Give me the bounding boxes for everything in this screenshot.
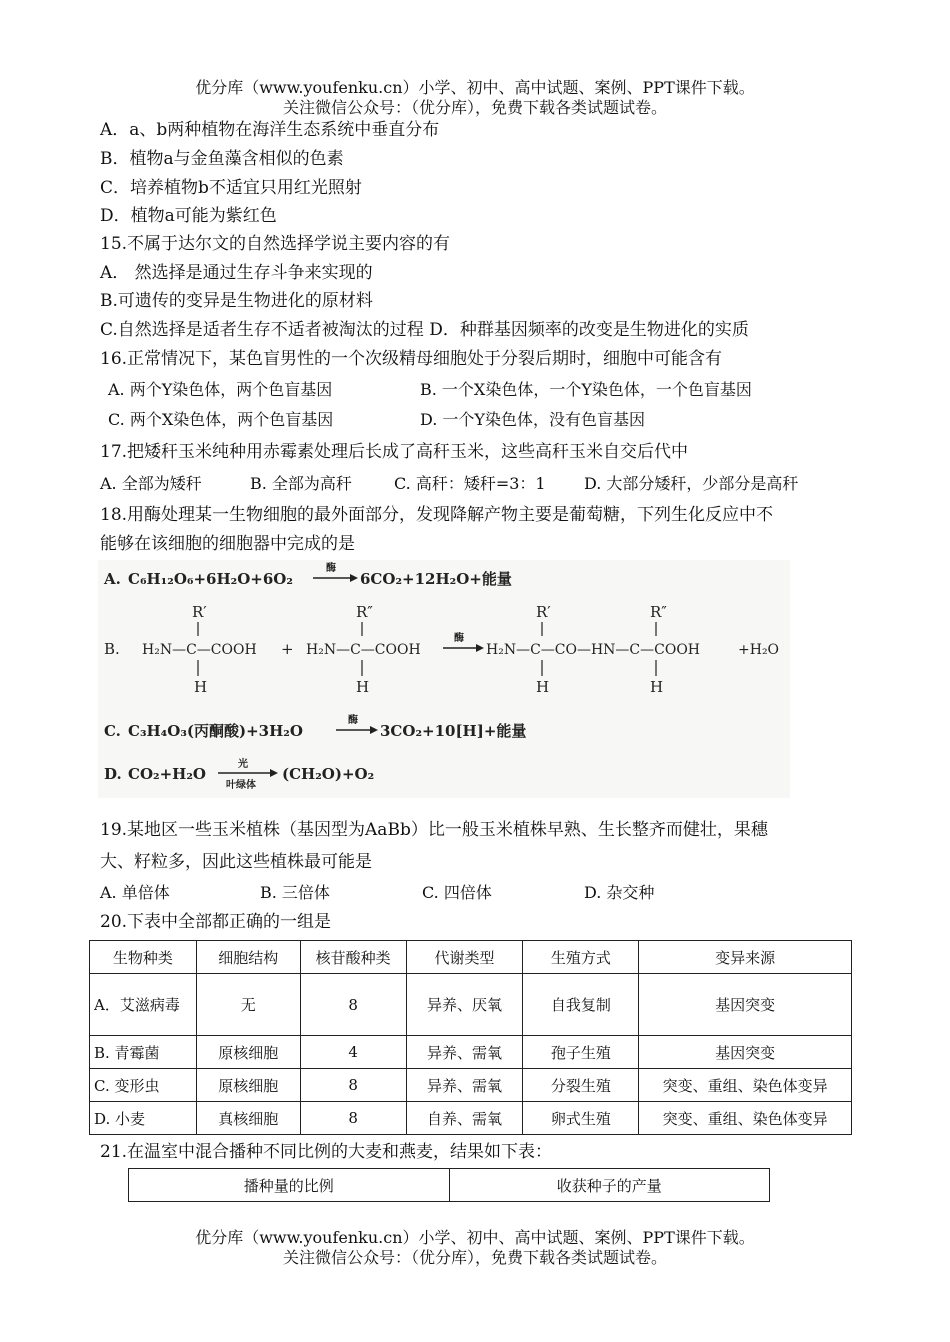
arrowhead-icon <box>476 644 484 652</box>
table-cell: 孢子生殖 <box>523 1036 639 1069</box>
q18-a-products: 6CO₂+12H₂O+能量 <box>360 570 512 588</box>
q18-d-label: D. <box>104 765 122 783</box>
table-cell: 卵式生殖 <box>523 1102 639 1135</box>
q19-stem-line1: 19.某地区一些玉米植株（基因型为AaBb）比一般玉米植株早熟、生长整齐而健壮，果穗 <box>100 820 768 840</box>
q17-option-b: B. 全部为高秆 <box>250 474 352 493</box>
table-cell: 原核细胞 <box>196 1069 300 1102</box>
table-cell: 4 <box>300 1036 406 1069</box>
q18-stem-line2: 能够在该细胞的细胞器中完成的是 <box>100 534 355 554</box>
q18-c-enzyme: 酶 <box>348 715 358 726</box>
q18-a-reactants: C₆H₁₂O₆+6H₂O+6O₂ <box>128 570 293 588</box>
table-cell: 基因突变 <box>639 1036 852 1069</box>
table-cell: C. 变形虫 <box>90 1069 197 1102</box>
q21-table <box>128 1168 770 1202</box>
q18-a-enzyme: 酶 <box>326 563 336 574</box>
q16-stem: 16.正常情况下，某色盲男性的一个次级精母细胞处于分裂后期时，细胞中可能含有 <box>100 349 723 369</box>
table-row <box>90 1102 852 1135</box>
q19-option-c: C. 四倍体 <box>422 883 492 902</box>
q18-stem-line1: 18.用酶处理某一生物细胞的最外面部分，发现降解产物主要是葡萄糖，下列生化反应中不 <box>100 505 774 525</box>
table-cell: 分裂生殖 <box>523 1069 639 1102</box>
table-cell: 无 <box>196 974 300 1036</box>
q18-b-enzyme: 酶 <box>454 633 464 644</box>
q18-b-r1: R′ <box>192 603 207 621</box>
arrowhead-icon <box>370 726 378 734</box>
table-header-cell: 核苷酸种类 <box>300 941 406 974</box>
q19-option-d: D. 杂交种 <box>584 883 655 902</box>
q18-reaction-figure <box>98 560 790 798</box>
table-cell: 异养、厌氧 <box>406 974 523 1036</box>
table-cell: 原核细胞 <box>196 1036 300 1069</box>
table-cell: 8 <box>300 1102 406 1135</box>
table-cell: B. 青霉菌 <box>90 1036 197 1069</box>
q18-d-light: 光 <box>238 759 248 770</box>
q18-b-amino-acid-1: H₂N—C—COOH <box>142 642 257 658</box>
q19-stem-line2: 大、籽粒多，因此这些植株最可能是 <box>100 852 372 872</box>
table-cell: 异养、需氧 <box>406 1036 523 1069</box>
q21-stem: 21.在温室中混合播种不同比例的大麦和燕麦，结果如下表： <box>100 1142 553 1162</box>
q18-b-plus: + <box>281 640 294 658</box>
table-row <box>90 974 852 1036</box>
q15-option-a: A． 然选择是通过生存斗争来实现的 <box>100 263 373 283</box>
q16-option-c: C. 两个X染色体，两个色盲基因 <box>108 410 334 429</box>
table-header-row <box>129 1169 770 1202</box>
table-cell: 突变、重组、染色体变异 <box>639 1069 852 1102</box>
q18-b-h1: H <box>194 678 208 696</box>
q18-c-label: C. <box>104 722 121 740</box>
q17-options-row <box>100 472 798 496</box>
q16-options-row2 <box>108 408 645 432</box>
q18-b-h4: H <box>650 678 664 696</box>
q18-b-h3: H <box>536 678 550 696</box>
q19-options-row <box>100 881 654 905</box>
q15-option-cd: C.自然选择是适者生存不适者被淘汰的过程 D．种群基因频率的改变是生物进化的实质 <box>100 320 749 340</box>
q18-c-reactants: C₃H₄O₃(丙酮酸)+3H₂O <box>128 722 303 740</box>
q16-options-row1 <box>108 378 752 402</box>
table-cell: 8 <box>300 974 406 1036</box>
table-header-cell: 生物种类 <box>90 941 197 974</box>
table-cell: 突变、重组、染色体变异 <box>639 1102 852 1135</box>
q17-option-a: A. 全部为矮秆 <box>100 474 202 493</box>
q14-option-b: B．植物a与金鱼藻含相似的色素 <box>100 149 344 169</box>
q20-stem: 20.下表中全部都正确的一组是 <box>100 912 332 932</box>
page-footer-line1: 优分库（www.youfenku.cn）小学、初中、高中试题、案例、PPT课件下载。 <box>195 1228 755 1247</box>
arrowhead-icon <box>350 574 358 582</box>
q18-b-h2: H <box>356 678 370 696</box>
q14-option-a: A．a、b两种植物在海洋生态系统中垂直分布 <box>100 120 440 140</box>
q18-b-r2: R″ <box>356 603 373 621</box>
arrowhead-icon <box>270 769 278 777</box>
q17-option-d: D. 大部分矮秆，少部分是高秆 <box>584 474 799 493</box>
q18-d-reactants: CO₂+H₂O <box>128 765 206 783</box>
q18-b-label: B. <box>104 640 120 658</box>
q18-b-r3: R′ <box>536 603 551 621</box>
table-header-cell: 收获种子的产量 <box>449 1169 770 1202</box>
table-row <box>90 1036 852 1069</box>
q19-option-a: A. 单倍体 <box>100 883 170 902</box>
table-cell: 8 <box>300 1069 406 1102</box>
q15-stem: 15.不属于达尔文的自然选择学说主要内容的有 <box>100 234 451 254</box>
table-header-cell: 细胞结构 <box>196 941 300 974</box>
q19-option-b: B. 三倍体 <box>260 883 330 902</box>
table-header-cell: 变异来源 <box>639 941 852 974</box>
table-header-cell: 生殖方式 <box>523 941 639 974</box>
q17-stem: 17.把矮秆玉米纯种用赤霉素处理后长成了高秆玉米，这些高秆玉米自交后代中 <box>100 442 689 462</box>
table-cell: 自养、需氧 <box>406 1102 523 1135</box>
table-header-row <box>90 941 852 974</box>
table-cell: 基因突变 <box>639 974 852 1036</box>
q18-b-dipeptide: H₂N—C—CO—HN—C—COOH <box>486 642 701 658</box>
table-header-cell: 代谢类型 <box>406 941 523 974</box>
table-cell: 真核细胞 <box>196 1102 300 1135</box>
q15-option-b: B.可遗传的变异是生物进化的原材料 <box>100 291 373 311</box>
q17-option-c: C. 高秆：矮秆=3：1 <box>394 474 546 493</box>
q18-d-chloroplast: 叶绿体 <box>226 780 256 791</box>
q14-option-d: D．植物a可能为紫红色 <box>100 206 277 226</box>
q16-option-d: D. 一个Y染色体，没有色盲基因 <box>420 410 645 429</box>
q18-d-products: (CH₂O)+O₂ <box>282 765 375 783</box>
q18-b-water: +H₂O <box>738 642 780 658</box>
table-cell: D. 小麦 <box>90 1102 197 1135</box>
q18-a-label: A. <box>104 570 121 588</box>
q18-b-r4: R″ <box>650 603 667 621</box>
table-cell: 异养、需氧 <box>406 1069 523 1102</box>
q20-table <box>89 940 852 1135</box>
table-cell: 自我复制 <box>523 974 639 1036</box>
page-footer-line2: 关注微信公众号：（优分库），免费下载各类试题试卷。 <box>282 1248 667 1267</box>
q16-option-b: B. 一个X染色体，一个Y染色体，一个色盲基因 <box>420 380 752 399</box>
table-row <box>90 1069 852 1102</box>
q18-b-amino-acid-2: H₂N—C—COOH <box>306 642 421 658</box>
q16-option-a: A. 两个Y染色体，两个色盲基因 <box>108 380 333 399</box>
page-header-line2: 关注微信公众号：（优分库），免费下载各类试题试卷。 <box>282 98 667 117</box>
table-header-cell: 播种量的比例 <box>129 1169 450 1202</box>
q14-option-c: C．培养植物b不适宜只用红光照射 <box>100 178 362 198</box>
page-header-line1: 优分库（www.youfenku.cn）小学、初中、高中试题、案例、PPT课件下载。 <box>195 78 755 97</box>
q18-c-products: 3CO₂+10[H]+能量 <box>380 722 527 740</box>
table-cell: A．艾滋病毒 <box>90 974 197 1036</box>
